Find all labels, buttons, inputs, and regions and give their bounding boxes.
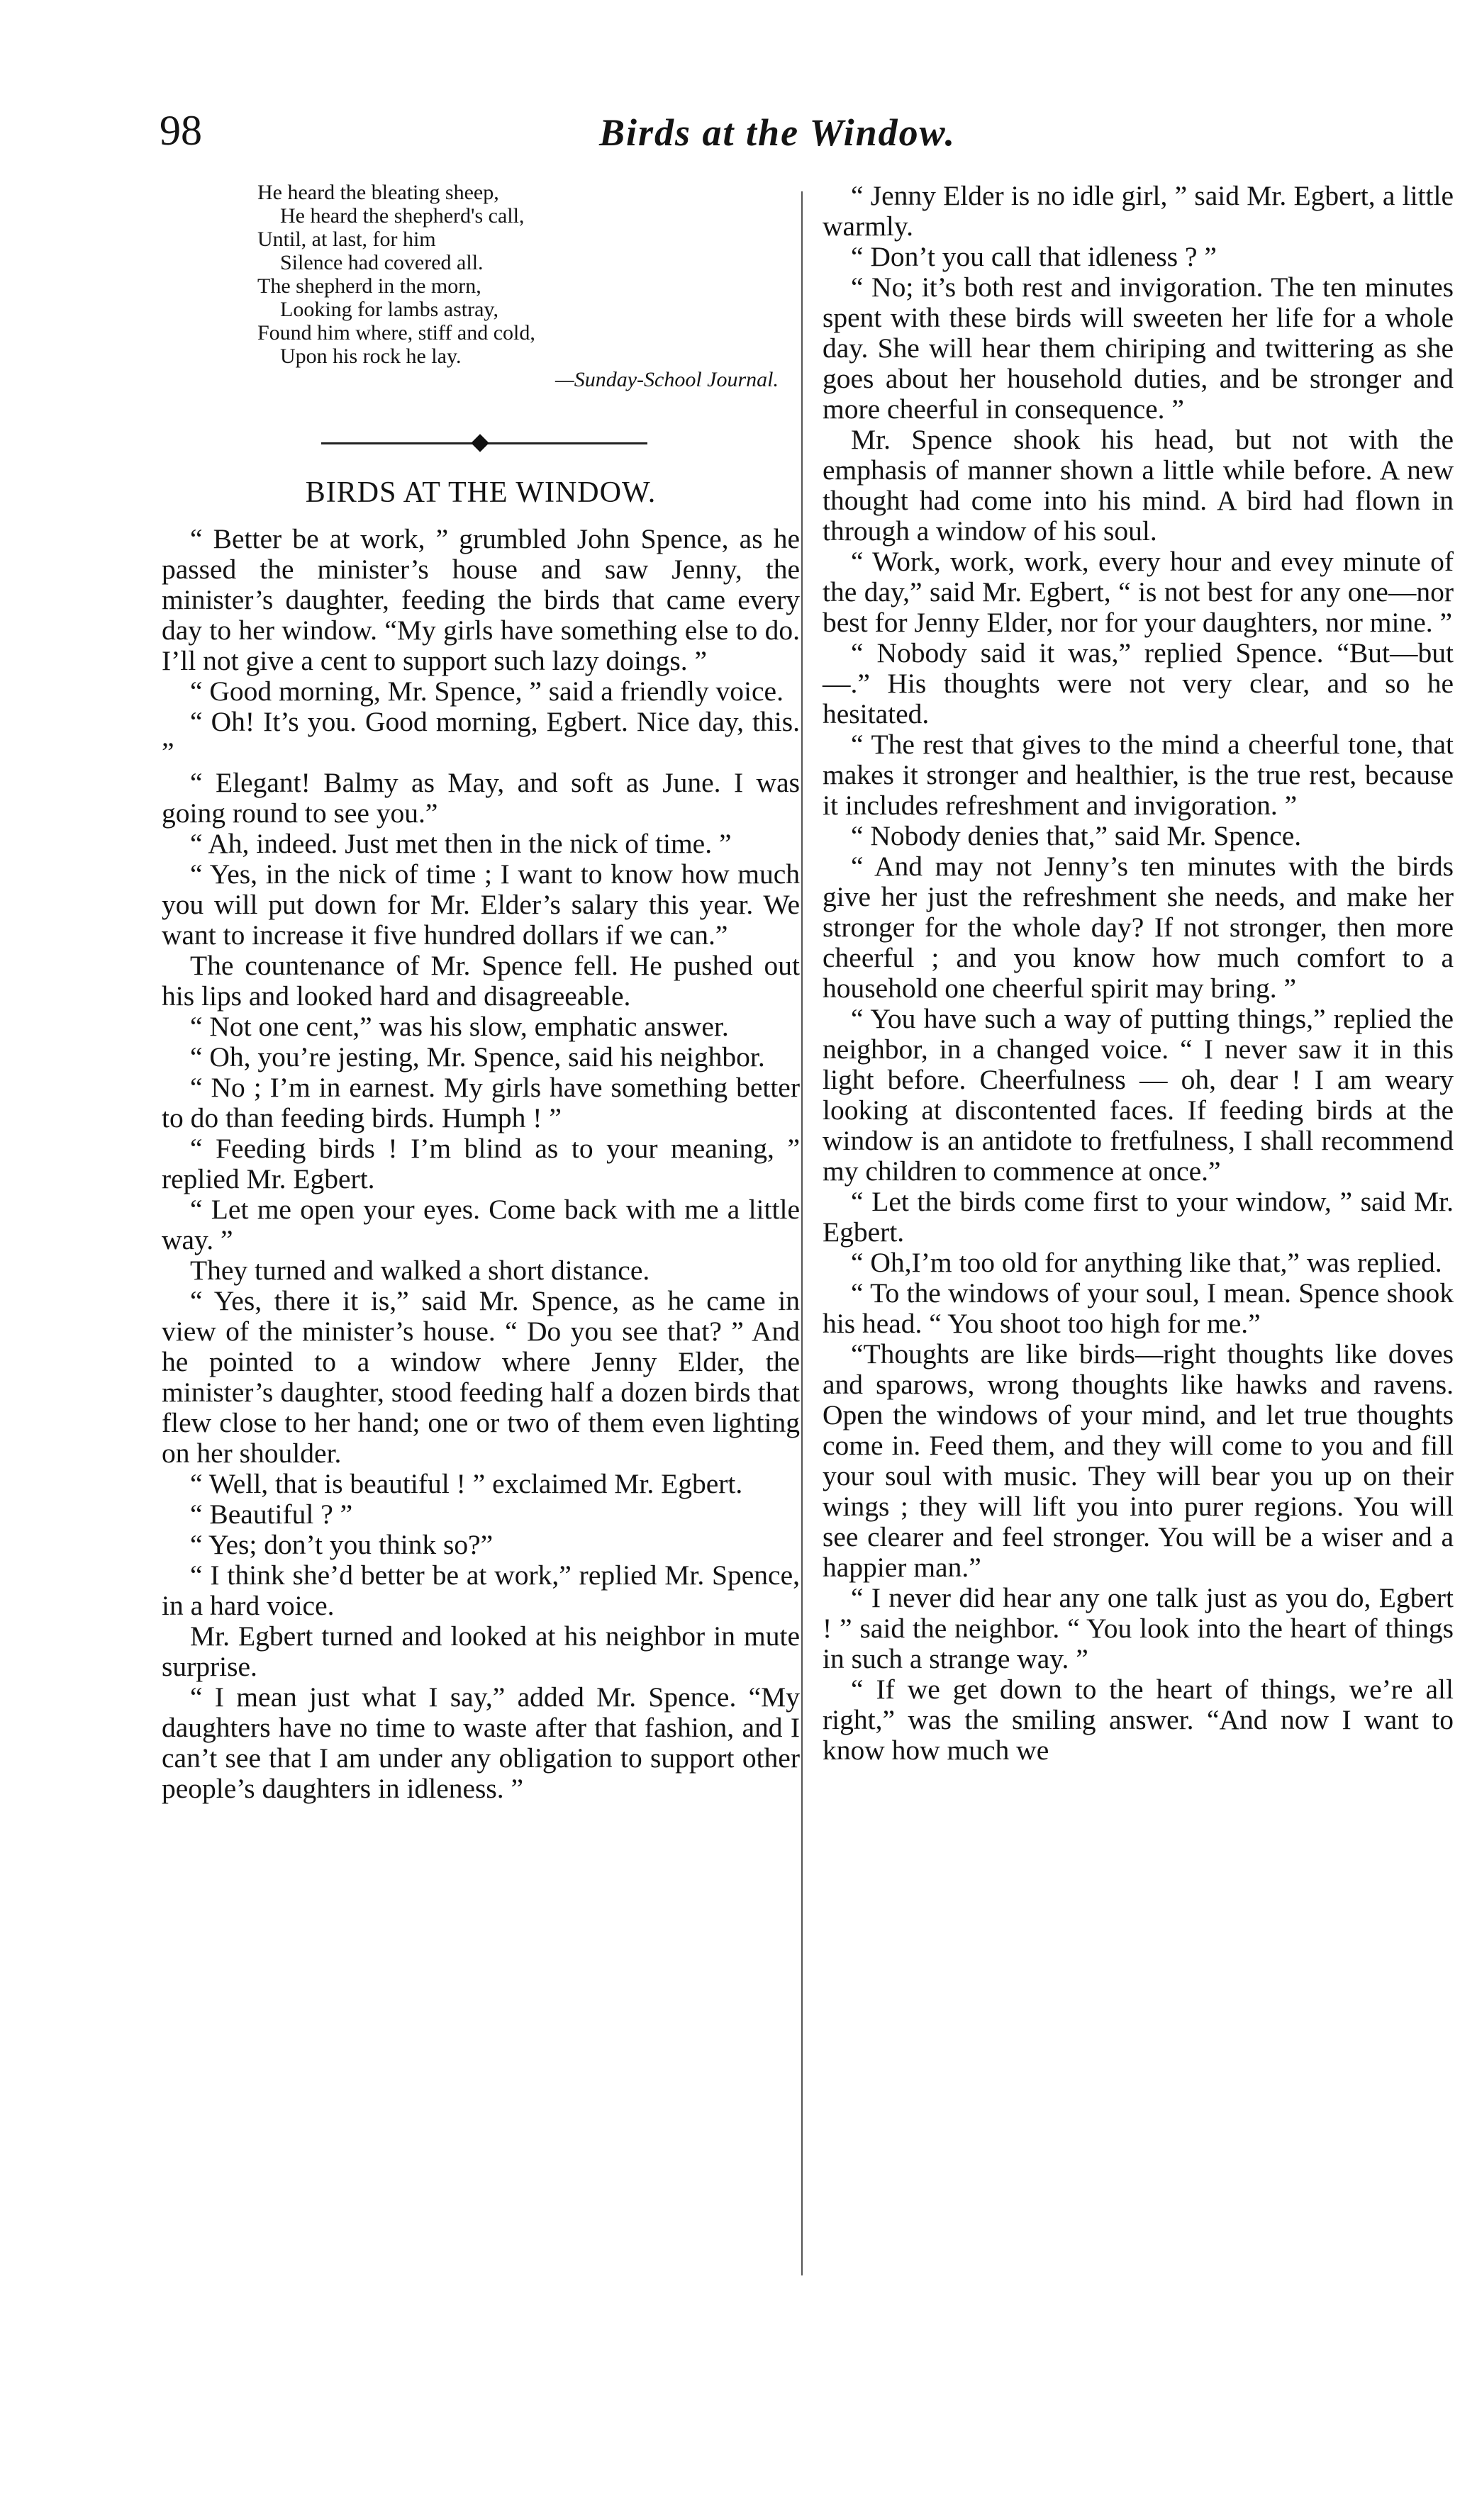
paragraph: “ Yes; don’t you think so?” [190, 1529, 494, 1560]
article-title: BIRDS AT THE WINDOW. [305, 476, 657, 509]
paragraph: “ Better be at work, ” grumbled John Spence, as he passed the minister’s house and saw Jenny, the minister’s daughter, feeding the birds that came every day to her window. “My girls have something else to do. I’ll not give a cent to support such lazy doings. ” [162, 523, 800, 676]
paragraph: “ Nobody said it was,” replied Spence. “But—but—.” His thoughts were not very clear, and so he hesitated. [823, 637, 1454, 729]
paragraph: “ Work, work, work, every hour and evey minute of the day,” said Mr. Egbert, “ is not best for any one—nor best for Jenny Elder, nor for your daughters, nor mine. ” [823, 546, 1454, 638]
paragraph: “ Let the birds come first to your window, ” said Mr. Egbert. [823, 1186, 1454, 1248]
paragraph: “ Feeding birds ! I’m blind as to your meaning, ” replied Mr. Egbert. [162, 1133, 800, 1194]
paragraph: “ And may not Jenny’s ten minutes with the birds give her just the refreshment she needs, and make her stronger for the whole day? If not stronger, then more cheerful ; and you know how much comfort to a household one cheerful spirit may bring. ” [823, 851, 1454, 1004]
paragraph: “ Oh! It’s you. Good morning, Egbert. Nice day, this. ” [162, 706, 800, 768]
paragraph: “ Not one cent,” was his slow, emphatic answer. [190, 1011, 729, 1042]
right-column [823, 181, 1454, 1766]
paragraph: “ Yes, there it is,” said Mr. Spence, as he came in view of the minister’s house. “ Do you see that? ” And he pointed to a window where Jenny Elder, the minister’s daughter, stood feeding half a dozen birds that flew close to her hand; one or two of them even lighting on her shoulder. [162, 1285, 800, 1469]
running-title: Birds at the Window. [599, 111, 957, 154]
paragraph: “ The rest that gives to the mind a cheerful tone, that makes it stronger and healthier, is the true rest, because it includes refreshment and invigoration. ” [823, 729, 1454, 821]
paragraph: “ You have such a way of putting things,” replied the neighbor, in a changed voice. “ I never saw it in this light before. Cheerfulness — oh, dear ! I am weary looking at discontented faces. If feeding birds at the window is an antidote to fretfulness, I shall recommend my children to commence at once.” [823, 1003, 1454, 1187]
paragraph: “ I never did hear any one talk just as you do, Egbert ! ” said the neighbor. “ You look into the heart of things in such a strange way. ” [823, 1582, 1454, 1674]
paragraph: “ I think she’d better be at work,” replied Mr. Spence, in a hard voice. [162, 1559, 800, 1621]
paragraph: “ Let me open your eyes. Come back with me a little way. ” [162, 1194, 800, 1255]
page-header [160, 106, 1443, 170]
divider-ornament-icon [471, 434, 489, 452]
paragraph: “ Jenny Elder is no idle girl, ” said Mr. Egbert, a little warmly. [823, 180, 1454, 242]
poem-line: Silence had covered all. [280, 251, 484, 274]
poem [257, 181, 800, 391]
paragraph: “ Ah, indeed. Just met then in the nick of time. ” [190, 828, 732, 859]
paragraph: “ Good morning, Mr. Spence, ” said a friendly voice. [190, 676, 784, 707]
paragraph: The countenance of Mr. Spence fell. He pushed out his lips and looked hard and disagreeable. [162, 950, 800, 1012]
paragraph: “ Oh, you’re jesting, Mr. Spence, said his neighbor. [190, 1041, 765, 1073]
poem-line: He heard the shepherd's call, [280, 204, 525, 228]
poem-line: The shepherd in the morn, [257, 274, 481, 298]
paragraph: “ No ; I’m in earnest. My girls have something better to do than feeding birds. Humph ! ” [162, 1072, 800, 1133]
paragraph: “ Well, that is beautiful ! ” exclaimed Mr. Egbert. [190, 1468, 743, 1499]
paragraph: “ No; it’s both rest and invigoration. The ten minutes spent with these birds will sweeten her life for a whole day. She will hear them chiriping and twittering as she goes about her household duties, and be stronger and more cheerful in consequence. ” [823, 271, 1454, 425]
poem-line: Looking for lambs astray, [280, 298, 498, 321]
paragraph: “ I mean just what I say,” added Mr. Spence. “My daughters have no time to waste after that fashion, and I can’t see that I am under any obligation to support other people’s daughters in idleness. ” [162, 1681, 800, 1804]
poem-line: Until, at last, for him [257, 228, 436, 251]
paragraph: “ Beautiful ? ” [190, 1499, 353, 1530]
left-column [162, 181, 800, 1804]
column-rule [801, 191, 803, 2275]
paragraph: “ Elegant! Balmy as May, and soft as June. I was going round to see you.” [162, 767, 800, 829]
page-number: 98 [160, 107, 202, 154]
poem-line: He heard the bleating sheep, [257, 181, 499, 204]
paragraph: “ If we get down to the heart of things, we’re all right,” was the smiling answer. “And now I want to know how much we [823, 1674, 1454, 1766]
paragraph: “ Nobody denies that,” said Mr. Spence. [851, 820, 1302, 851]
poem-attribution: —Sunday-School Journal. [555, 368, 779, 391]
poem-line: Upon his rock he lay. [280, 345, 462, 368]
paragraph: Mr. Spence shook his head, but not with the emphasis of manner shown a little while before. A new thought had come into his mind. A bird had flown in through a window of his soul. [823, 424, 1454, 547]
poem-line: Found him where, stiff and cold, [257, 321, 535, 345]
paragraph: “ To the windows of your soul, I mean. Spence shook his head. “ You shoot too high for me.” [823, 1277, 1454, 1339]
paragraph: “Thoughts are like birds—right thoughts like doves and sparows, wrong thoughts like hawks and ravens. Open the windows of your mind, and let true thoughts come in. Feed them, and they will come to you and fill your soul with music. They will bear you up on their wings ; they will lift you into purer regions. You will see clearer and feel stronger. You will be a wiser and a happier man.” [823, 1338, 1454, 1583]
paragraph: Mr. Egbert turned and looked at his neighbor in mute surprise. [162, 1620, 800, 1682]
paragraph: They turned and walked a short distance. [190, 1255, 650, 1286]
paragraph: “ Yes, in the nick of time ; I want to know how much you will put down for Mr. Elder’s salary this year. We want to increase it five hundred dollars if we can.” [162, 858, 800, 951]
section-divider [162, 421, 800, 464]
paragraph: “ Oh,I’m too old for anything like that,” was replied. [851, 1247, 1442, 1278]
paragraph: “ Don’t you call that idleness ? ” [851, 241, 1217, 272]
